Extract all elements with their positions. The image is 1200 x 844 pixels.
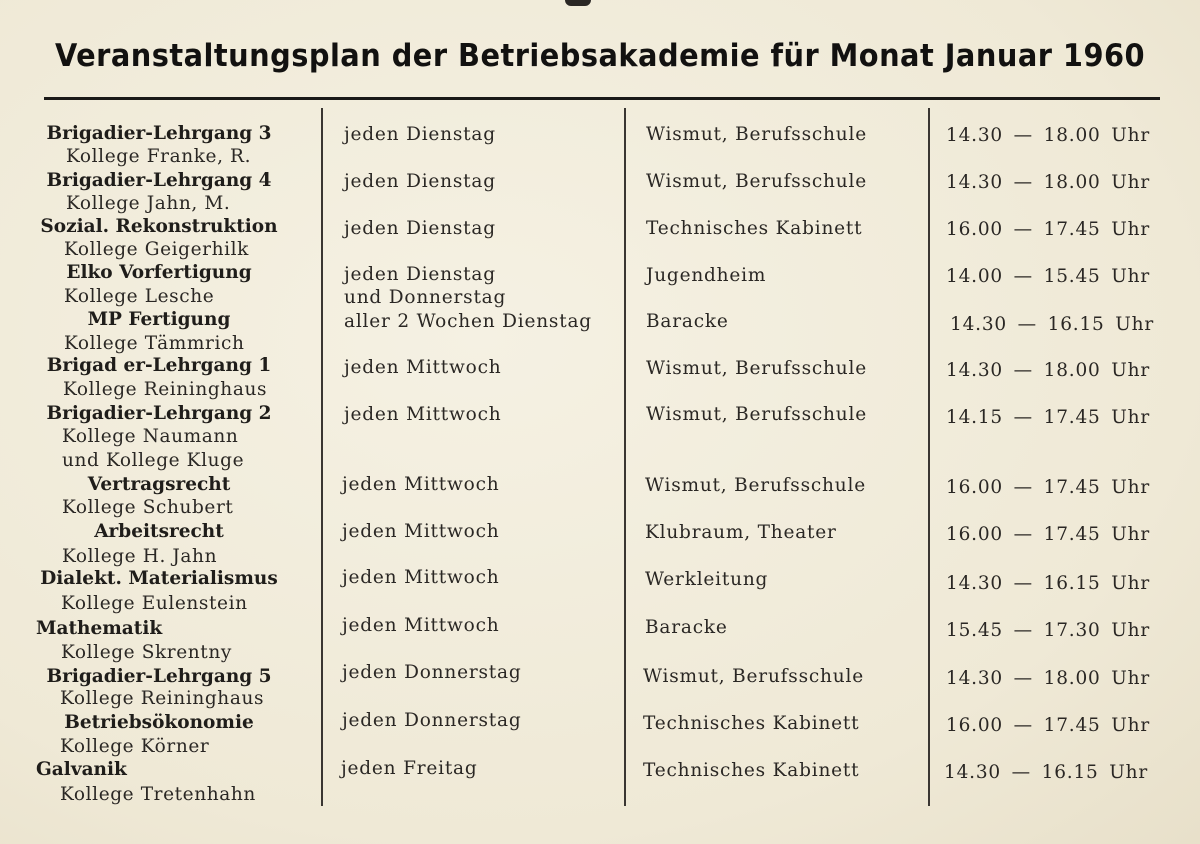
course-teacher: und Kollege Kluge: [62, 450, 245, 471]
course-name: Elko Vorfertigung: [66, 262, 252, 283]
course-location: Technisches Kabinett: [643, 713, 860, 734]
course-teacher: Kollege Reininghaus: [63, 379, 268, 400]
course-day: jeden Mittwoch: [342, 521, 500, 542]
course-time: 16.00 — 17.45 Uhr: [946, 715, 1151, 736]
course-time: 16.00 — 17.45 Uhr: [946, 524, 1151, 545]
course-name: Vertragsrecht: [87, 474, 231, 495]
course-location: Wismut, Berufsschule: [646, 124, 867, 145]
course-teacher: Kollege Franke, R.: [66, 146, 252, 167]
course-name: Mathematik: [36, 618, 163, 639]
course-name: Arbeitsrecht: [94, 521, 224, 542]
course-day: jeden Mittwoch: [344, 404, 502, 425]
course-location: Wismut, Berufsschule: [645, 475, 866, 496]
course-name: Brigad er-Lehrgang 1: [46, 355, 272, 376]
column-divider: [321, 108, 323, 806]
course-day: jeden Dienstag: [344, 124, 496, 145]
course-time: 14.30 — 18.00 Uhr: [946, 360, 1151, 381]
course-time: 16.00 — 17.45 Uhr: [946, 219, 1151, 240]
course-teacher: Kollege Tretenhahn: [60, 784, 256, 805]
course-day: jeden Donnerstag: [342, 710, 522, 731]
course-day: jeden Donnerstag: [342, 662, 522, 683]
course-location: Baracke: [645, 617, 728, 638]
column-divider: [928, 108, 930, 806]
course-teacher: Kollege Jahn, M.: [66, 193, 231, 214]
course-time: 14.30 — 18.00 Uhr: [946, 125, 1151, 146]
course-teacher: Kollege Geigerhilk: [64, 239, 249, 260]
course-day: jeden Mittwoch: [342, 567, 500, 588]
course-time: 15.45 — 17.30 Uhr: [946, 620, 1151, 641]
course-time: 14.30 — 18.00 Uhr: [946, 668, 1151, 689]
course-day: jeden Dienstag: [344, 264, 496, 285]
course-location: Technisches Kabinett: [646, 218, 863, 239]
course-day: jeden Freitag: [341, 758, 478, 779]
course-name: Brigadier-Lehrgang 5: [46, 666, 272, 687]
course-location: Wismut, Berufsschule: [646, 358, 867, 379]
course-location: Wismut, Berufsschule: [646, 171, 867, 192]
course-teacher: Kollege Skrentny: [61, 642, 232, 663]
course-location: Wismut, Berufsschule: [643, 666, 864, 687]
course-time: 16.00 — 17.45 Uhr: [946, 477, 1151, 498]
course-name: MP Fertigung: [87, 309, 231, 330]
course-teacher: Kollege H. Jahn: [62, 546, 218, 567]
course-teacher: Kollege Naumann: [62, 426, 239, 447]
course-location: Wismut, Berufsschule: [646, 404, 867, 425]
course-teacher: Kollege Tämmrich: [64, 333, 245, 354]
column-divider: [624, 108, 626, 806]
paper-mark: [565, 0, 591, 6]
course-location: Klubraum, Theater: [645, 522, 837, 543]
course-day-continued: und Donnerstag: [344, 287, 507, 308]
course-name: Galvanik: [36, 759, 127, 780]
course-time: 14.30 — 18.00 Uhr: [946, 172, 1151, 193]
course-day: jeden Mittwoch: [344, 357, 502, 378]
course-teacher: Kollege Eulenstein: [61, 593, 248, 614]
course-time: 14.30 — 16.15 Uhr: [944, 762, 1149, 783]
course-time: 14.30 — 16.15 Uhr: [950, 314, 1155, 335]
title-rule: [44, 97, 1160, 100]
course-name: Betriebsökonomie: [64, 712, 254, 733]
course-teacher: Kollege Lesche: [64, 286, 215, 307]
course-day: jeden Mittwoch: [342, 615, 500, 636]
page-title: Veranstaltungsplan der Betriebsakademie für Monat Januar 1960: [54, 38, 1146, 74]
course-name: Dialekt. Materialismus: [40, 568, 278, 589]
course-teacher: Kollege Schubert: [62, 497, 234, 518]
course-day: jeden Dienstag: [344, 171, 496, 192]
course-day: jeden Mittwoch: [342, 474, 500, 495]
course-day: aller 2 Wochen Dienstag: [344, 311, 592, 332]
course-teacher: Kollege Reininghaus: [60, 688, 265, 709]
course-name: Sozial. Rekonstruktion: [40, 216, 278, 237]
course-time: 14.30 — 16.15 Uhr: [946, 573, 1151, 594]
course-name: Brigadier-Lehrgang 3: [46, 123, 272, 144]
course-day: jeden Dienstag: [344, 218, 496, 239]
course-location: Jugendheim: [646, 265, 767, 286]
course-time: 14.15 — 17.45 Uhr: [946, 407, 1151, 428]
course-name: Brigadier-Lehrgang 2: [46, 403, 272, 424]
course-time: 14.00 — 15.45 Uhr: [946, 266, 1151, 287]
course-name: Brigadier-Lehrgang 4: [46, 170, 272, 191]
course-teacher: Kollege Körner: [60, 736, 210, 757]
course-location: Baracke: [646, 311, 729, 332]
course-location: Technisches Kabinett: [643, 760, 860, 781]
course-location: Werkleitung: [645, 569, 769, 590]
